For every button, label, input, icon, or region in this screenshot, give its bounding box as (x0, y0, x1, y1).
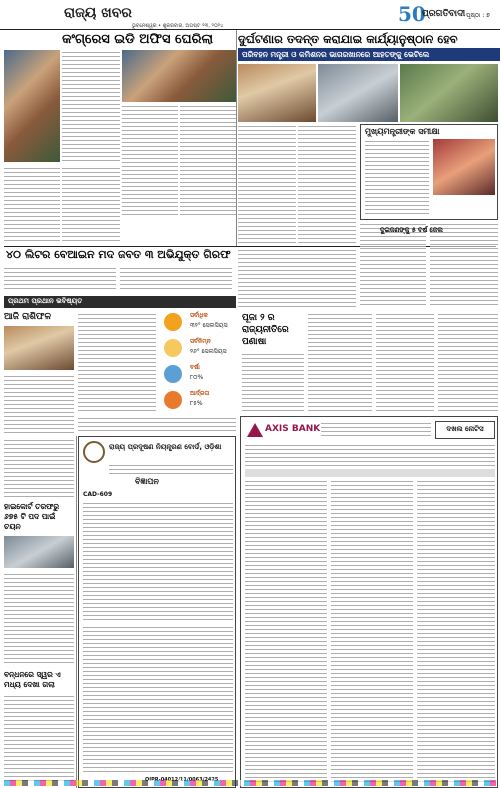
column-rule (236, 30, 237, 246)
disaster-body-1 (238, 124, 296, 244)
liquor-headline: ୪୦ ଲିଟର ବେଆଇନ ମଦ ଜବତ ୩ ଅଭିଯୁକ୍ତ ଗିରଫ (6, 248, 231, 261)
weather-label: ସର୍ବନିମ୍ନ (190, 338, 211, 345)
right-story-headline: ଦୁଇଜଣଙ୍କୁ ୫ ବର୍ଷ ଜେଲ (380, 226, 443, 234)
axis-logo-icon (247, 423, 263, 437)
puja-body-1 (242, 352, 304, 412)
congress-body-5 (62, 166, 120, 244)
humidity-icon (164, 391, 182, 409)
disaster-photo-2 (318, 64, 398, 122)
section-title: ରାଜ୍ୟ ଖବର (64, 5, 132, 21)
cm-box (360, 124, 498, 220)
puja-body-4 (438, 312, 498, 412)
weather-photo (4, 326, 74, 370)
weather-item-2 (160, 362, 236, 386)
pollution-subtitle: ବିଜ୍ଞାପନ (135, 477, 159, 486)
bandhan-body (4, 694, 74, 782)
logo-number: 50 (398, 2, 426, 26)
column-rule (76, 436, 77, 788)
axis-table-header (245, 469, 495, 477)
highcourt-body (4, 572, 74, 664)
congress-body-3 (180, 104, 236, 216)
highcourt-photo (4, 536, 74, 568)
axis-bank-ad (240, 416, 498, 788)
congress-body-1 (62, 50, 120, 162)
mid-body-1 (238, 248, 356, 308)
axis-col-3 (417, 479, 495, 785)
congress-photo (4, 50, 60, 162)
axis-address (321, 421, 431, 439)
highcourt-headline: ହାଇକୋର୍ଟ ତରଫରୁ ୬୭୫ ଟି ପଦ ପାଇଁ ଚୟନ (4, 502, 60, 531)
left-lower-2 (78, 416, 236, 432)
bandhan-headline: ବନ୍ଧନରେ ସ୍ୱର ଏ ମଧ୍ୟ ଦେଖା ଗଲା (4, 670, 61, 689)
liquor-body-1 (4, 266, 116, 292)
pollution-address (109, 463, 233, 475)
axis-intro (245, 443, 495, 467)
axis-brand: AXIS BANK (265, 424, 321, 434)
logo-brand: ପ୍ରଗତିବାଦୀ (422, 9, 466, 19)
page-number: ପୃଷ୍ଠା : ୭ (466, 12, 490, 19)
sun-icon (164, 313, 182, 331)
weather-item-1 (160, 336, 236, 360)
congress-body-2 (122, 104, 178, 216)
weather-value: ୩୨° ସେଲସିୟସ (190, 322, 228, 329)
disaster-body-2 (298, 124, 356, 244)
puja-body-2 (308, 312, 372, 412)
pollution-body-1 (83, 501, 233, 621)
registration-marks (4, 780, 496, 786)
weather-label: ଆର୍ଦ୍ରତା (190, 390, 210, 397)
weather-value: ୨୬° ସେଲସିୟସ (190, 348, 227, 355)
disaster-photo-1 (238, 64, 316, 122)
weather-panel (160, 310, 236, 420)
today-title: ଆଜି ରାଶିଫଳ (4, 312, 52, 322)
logo-badge (398, 2, 466, 26)
liquor-body-2 (120, 266, 232, 292)
axis-col-2 (331, 479, 413, 785)
left-lower-1 (4, 438, 74, 498)
weather-item-0 (160, 310, 236, 334)
cm-box-body (365, 139, 429, 217)
weather-title: ପ୍ରଥମ ପ୍ରଥାନ ଭବିଷ୍ୟତ (4, 296, 236, 308)
weather-value: ୮୫% (190, 400, 203, 407)
masthead-rule (0, 29, 500, 30)
cm-box-title: ମୁଖ୍ୟମନ୍ତ୍ରୀଙ୍କ ସମୀକ୍ଷା (365, 127, 440, 136)
weather-item-3 (160, 388, 236, 412)
pollution-ad (78, 436, 236, 788)
pollution-body-2 (83, 625, 233, 773)
weather-value: ୮୦% (190, 374, 204, 381)
weather-label: ବର୍ଷା (190, 364, 200, 371)
congress-photo-2 (122, 50, 236, 102)
puja-headline: ପୂଜା ୨ ର ରାଜ୍ୟନୀତିରେ ପଣାଷା (242, 313, 289, 347)
pollution-ref: CAD-609 (83, 491, 113, 498)
disaster-subhead: ପରିବହନ ମନ୍ତ୍ରୀ ଓ କମିଶନର ଭାଗରଖାନରେ ଆହତଙ୍କୁ ଭେଟିଲେ (238, 48, 500, 61)
masthead-bar (0, 0, 500, 30)
congress-body-4 (4, 166, 60, 244)
emblem-icon (83, 441, 105, 463)
cm-box-photo (433, 139, 495, 195)
weather-body-1 (78, 312, 156, 412)
rain-icon (164, 365, 182, 383)
dateline: ଭୁବନେଶ୍ୱର • ଶୁକ୍ରବାର, ଅଗଷ୍ଟ ୨୩, ୨୦୨୪ (132, 23, 224, 29)
pollution-title: ରାଜ୍ୟ ପ୍ରଦୂଷଣ ନିୟନ୍ତ୍ରଣ ବୋର୍ଡ, ଓଡ଼ିଶା (109, 443, 222, 451)
disaster-photo-3 (400, 64, 498, 122)
axis-notice-title: ଦଖଲ ନୋଟିସ (435, 421, 495, 439)
puja-body-3 (376, 312, 434, 412)
moon-icon (164, 339, 182, 357)
disaster-headline: ଦୁର୍ଘଟଣାର ତଦନ୍ତ କରାଯାଇ କାର୍ଯ୍ୟାନୁଷ୍ଠାନ ହେବ (238, 32, 458, 46)
weather-body-2 (4, 374, 74, 434)
axis-col-1 (245, 479, 327, 785)
congress-headline: କଂଗ୍ରେସ ଇଡି ଅଫିସ ଘେରିଲା (62, 32, 214, 47)
weather-label: ସର୍ବାଧିକ (190, 312, 208, 319)
